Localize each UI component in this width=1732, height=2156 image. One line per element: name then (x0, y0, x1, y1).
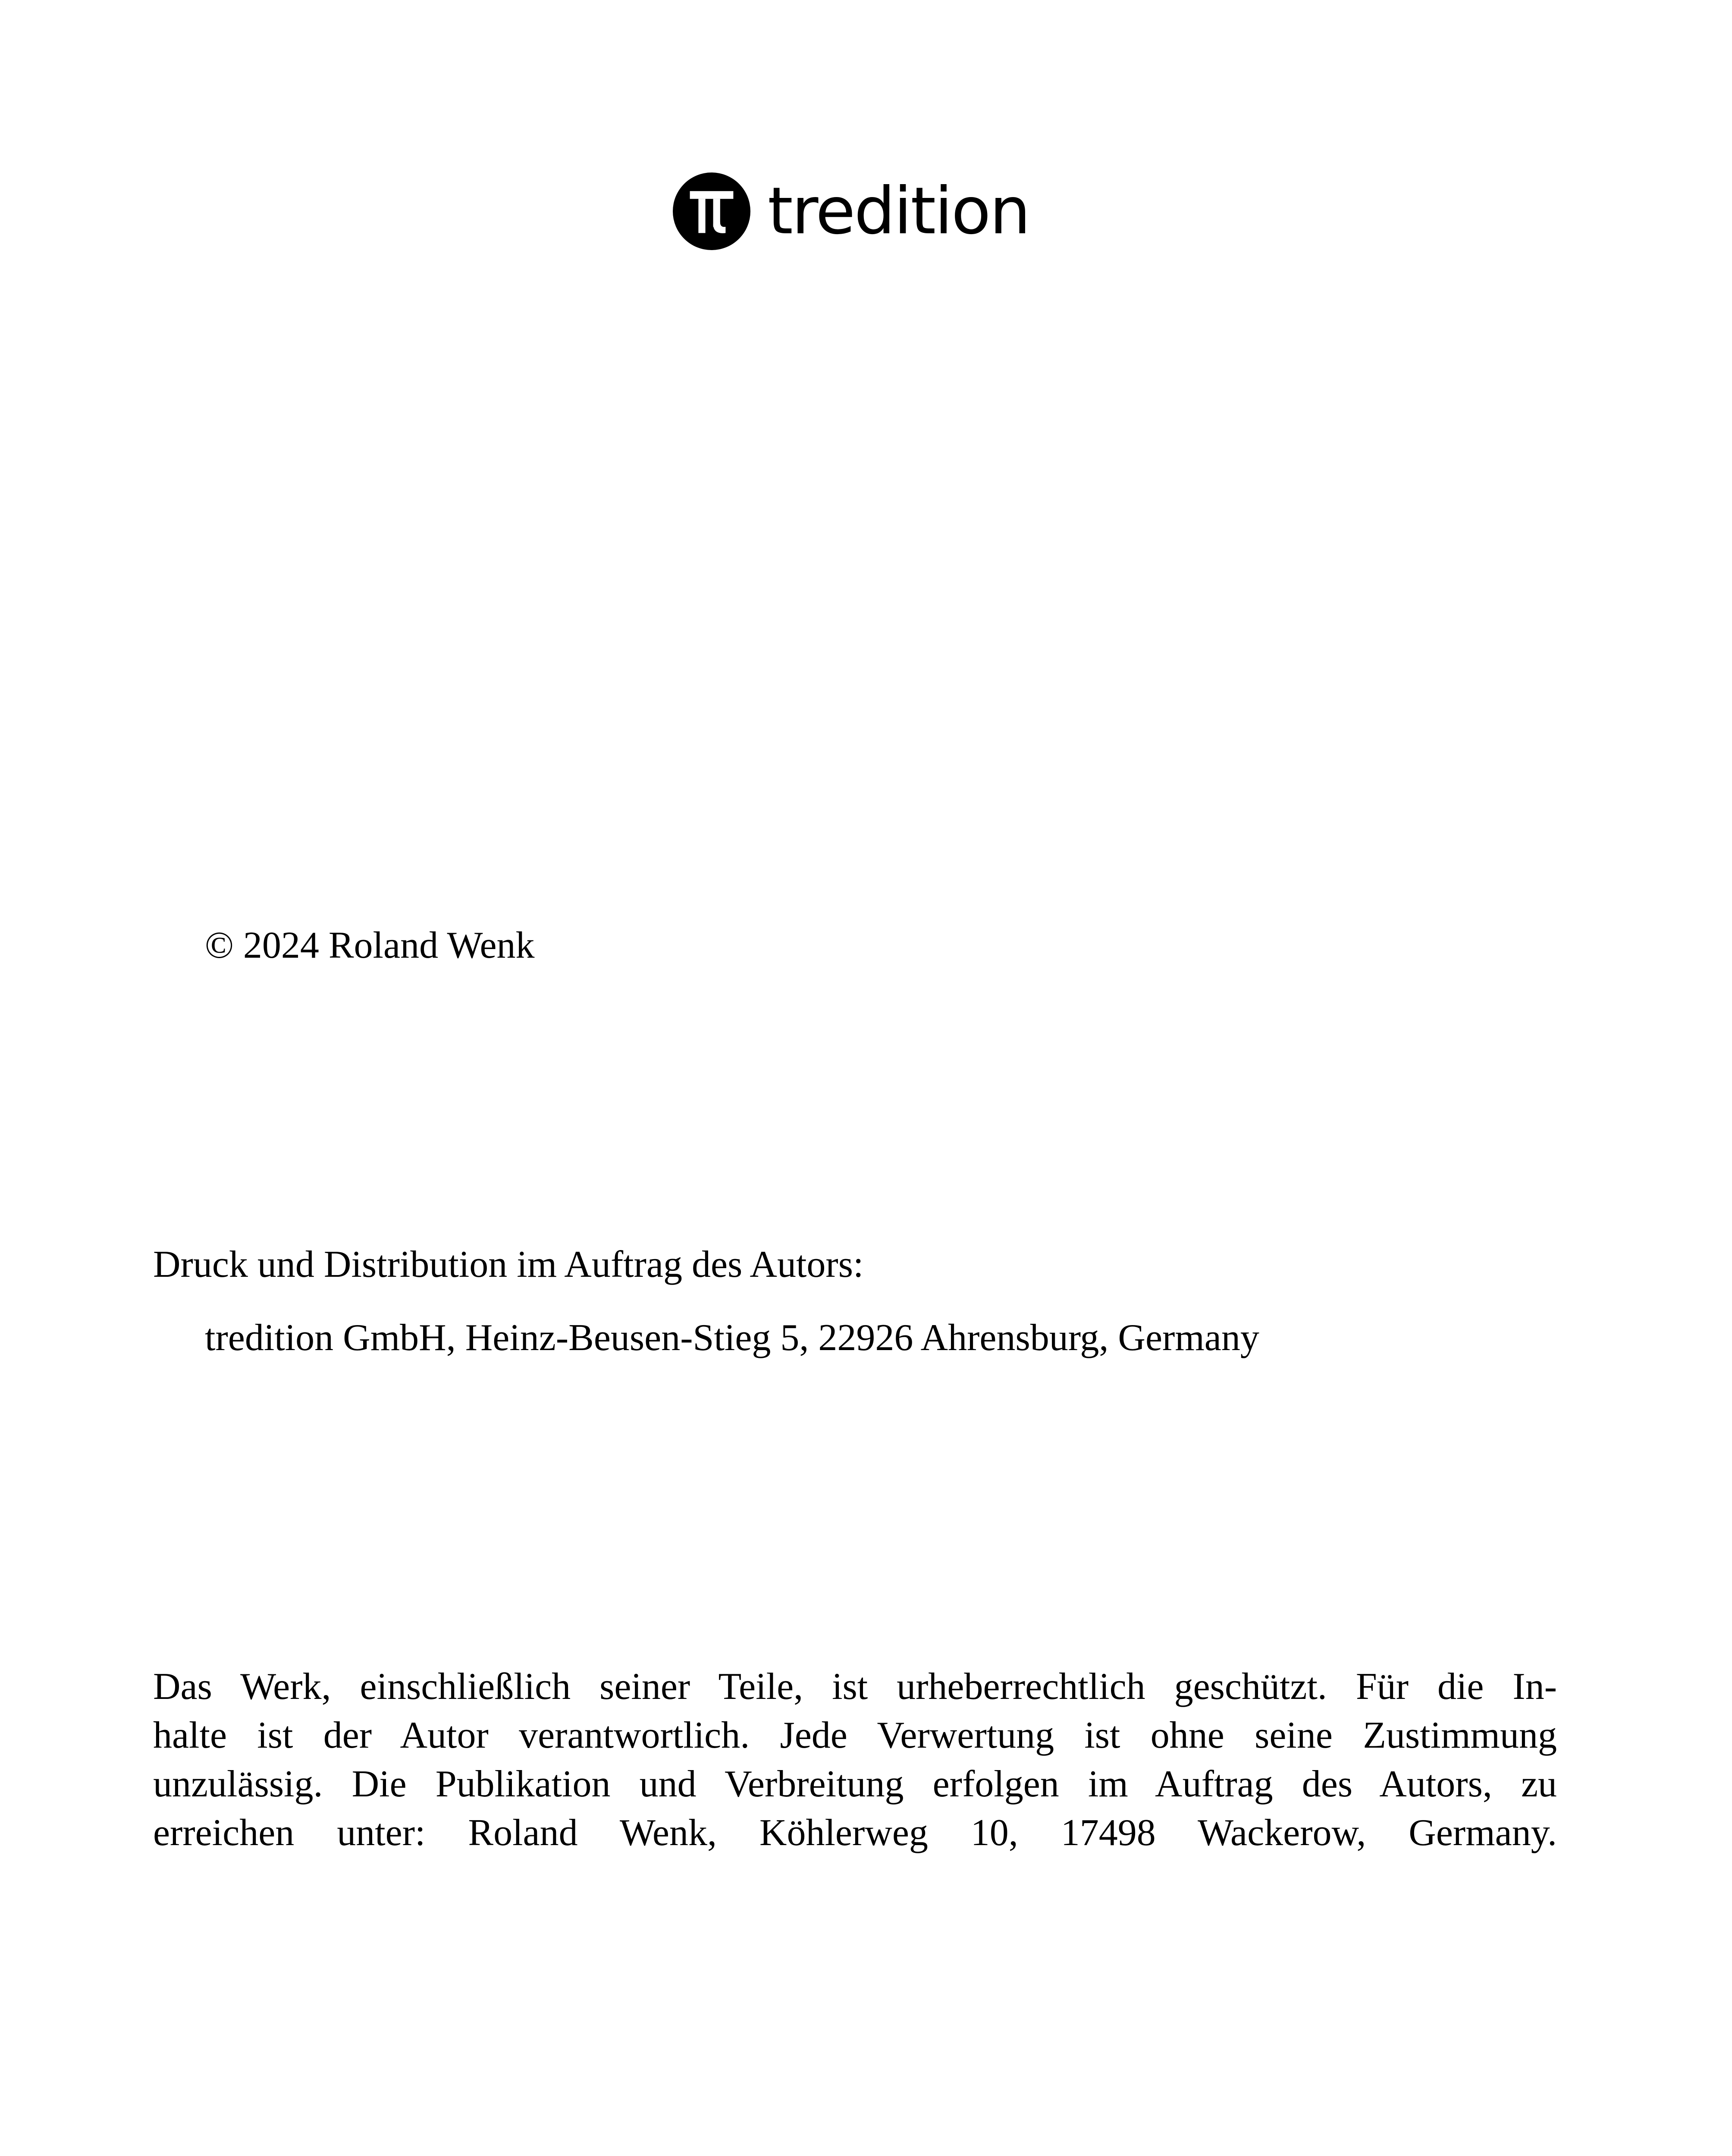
legal-notice-line: Das Werk, einschließlich seiner Teile, ist urheberrechtlich geschützt. Für die In- (153, 1666, 1557, 1708)
tredition-logo-icon (673, 172, 750, 250)
publisher-address: tredition GmbH, Heinz-Beusen-Stieg 5, 22926 Ahrensburg, Germany (205, 1317, 1259, 1359)
legal-notice-line: erreichen unter: Roland Wenk, Köhlerweg 10, 17498 Wackerow, Germany. (153, 1812, 1557, 1854)
legal-notice-line: unzulässig. Die Publikation und Verbreitung erfolgen im Auftrag des Autors, zu (153, 1763, 1557, 1805)
publisher-wordmark: tredition (768, 174, 1029, 249)
legal-notice-line: halte ist der Autor verantwortlich. Jede Verwertung ist ohne seine Zustimmung (153, 1714, 1557, 1756)
imprint-heading: Druck und Distribution im Auftrag des Autors: (153, 1244, 864, 1285)
legal-notice (153, 1662, 1557, 1857)
copyright-notice: © 2024 Roland Wenk (205, 924, 535, 966)
publisher-logo (673, 172, 1029, 250)
